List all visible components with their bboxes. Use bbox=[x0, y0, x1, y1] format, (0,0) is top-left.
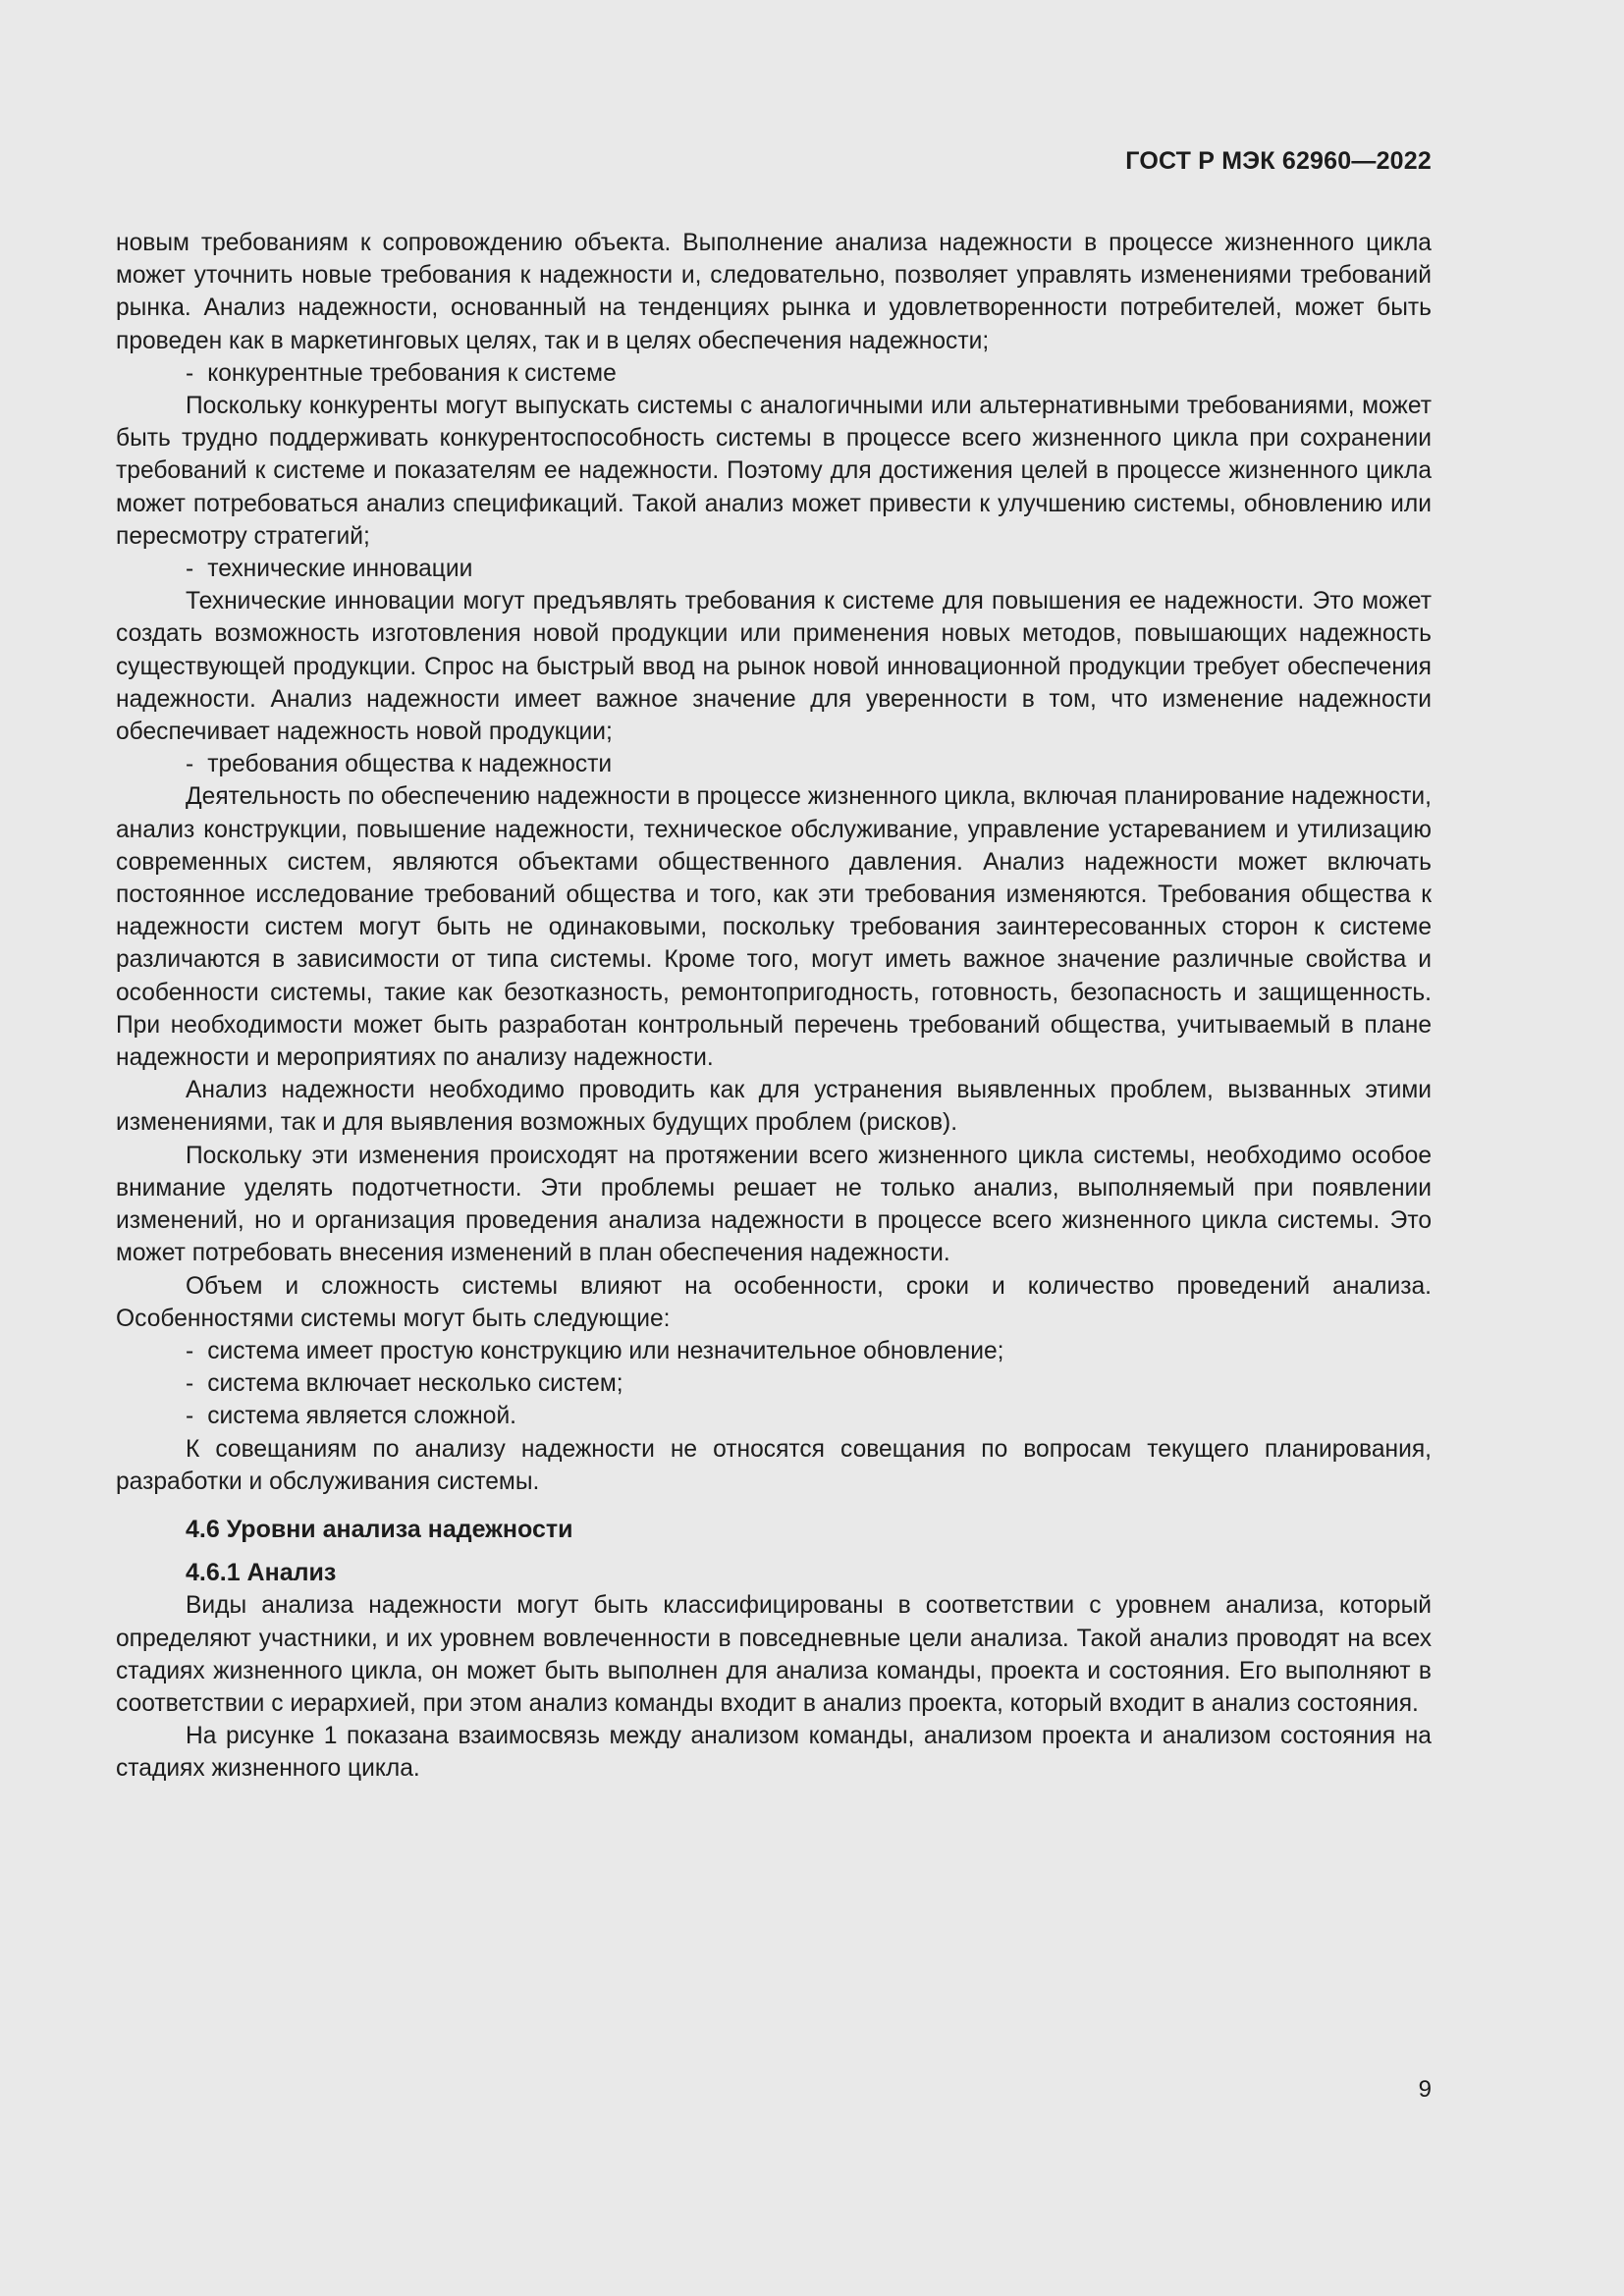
paragraph: Виды анализа надежности могут быть классифицированы в соответствии с уровнем анализа, который определяют участники, и их уровнем вовлеченности в повседневные цели анализа. Такой анализ проводят на всех стадиях жизненного цикла, он может быть выполнен для анализа команды, проекта и состояния. Его выполняют в соответствии с иерархией, при этом анализ команды входит в анализ проекта, который входит в анализ состояния. bbox=[116, 1592, 1432, 1717]
paragraph: Поскольку эти изменения происходят на протяжении всего жизненного цикла системы, необходимо особое внимание уделять подотчетности. Эти проблемы решает не только анализ, выполняемый при появлении изменений, но и организация проведения анализа надежности в процессе всего жизненного цикла системы. Это может потребовать внесения изменений в план обеспечения надежности. bbox=[116, 1142, 1432, 1267]
page-number: 9 bbox=[1418, 2076, 1432, 2103]
paragraph: новым требованиям к сопровождению объекта. Выполнение анализа надежности в процессе жизненного цикла может уточнить новые требования к надежности и, следовательно, позволяет управлять изменениями требований рынка. Анализ надежности, основанный на тенденциях рынка и удовлетворенности потребителей, может быть проведен как в маркетинговых целях, так и в целях обеспечения надежности; bbox=[116, 230, 1432, 354]
bullet-dash: - bbox=[186, 1337, 194, 1364]
list-item-text: технические инновации bbox=[207, 556, 473, 583]
list-item bbox=[116, 357, 1432, 390]
paragraph: Поскольку конкуренты могут выпускать системы с аналогичными или альтернативными требованиями, может быть трудно поддерживать конкурентоспособность системы в процессе всего жизненного цикла при сохранении требований к системе и показателям ее надежности. Поэтому для достижения целей в процессе жизненного цикла может потребоваться анализ спецификаций. Такой анализ может привести к улучшению системы, обновлению или пересмотру стратегий; bbox=[116, 393, 1432, 550]
paragraph: Деятельность по обеспечению надежности в процессе жизненного цикла, включая планирование надежности, анализ конструкции, повышение надежности, техническое обслуживание, управление устареванием и утилизацию современных систем, являются объектами общественного давления. Анализ надежности может включать постоянное исследование требований общества и того, как эти требования изменяются. Требования общества к надежности систем могут быть не одинаковыми, поскольку требования заинтересованных сторон к системе различаются в зависимости от типа системы. Кроме того, могут иметь важное значение различные свойства и особенности системы, такие как безотказность, ремонтопригодность, готовность, безопасность и защищенность. При необходимости может быть разработан контрольный перечень требований общества, учитываемый в плане надежности и мероприятиях по анализу надежности. bbox=[116, 783, 1432, 1072]
subsection-heading: 4.6.1 Анализ bbox=[186, 1559, 337, 1587]
paragraph: Анализ надежности необходимо проводить как для устранения выявленных проблем, вызванных этими изменениями, так и для выявления возможных будущих проблем (рисков). bbox=[116, 1077, 1432, 1137]
section-heading: 4.6 Уровни анализа надежности bbox=[186, 1515, 573, 1543]
list-item bbox=[116, 1400, 1432, 1432]
list-item-text: система является сложной. bbox=[207, 1403, 517, 1430]
paragraph: На рисунке 1 показана взаимосвязь между анализом команды, анализом проекта и анализом состояния на стадиях жизненного цикла. bbox=[116, 1723, 1432, 1783]
bullet-dash: - bbox=[186, 1403, 194, 1430]
bullet-dash: - bbox=[186, 359, 194, 387]
list-item bbox=[116, 1335, 1432, 1367]
list-item bbox=[116, 748, 1432, 780]
paragraph: Технические инновации могут предъявлять требования к системе для повышения ее надежности. Это может создать возможность изготовления новой продукции или применения новых методов, повышающих надежность существующей продукции. Спрос на быстрый ввод на рынок новой инновационной продукции требует обеспечения надежности. Анализ надежности имеет важное значение для уверенности в том, что изменение надежности обеспечивает надежность новой продукции; bbox=[116, 588, 1432, 746]
document-id-header: ГОСТ Р МЭК 62960—2022 bbox=[1125, 147, 1432, 175]
paragraph: К совещаниям по анализу надежности не относятся совещания по вопросам текущего планирования, разработки и обслуживания системы. bbox=[116, 1435, 1432, 1495]
list-item-text: система включает несколько систем; bbox=[207, 1370, 623, 1398]
document-page bbox=[116, 0, 1432, 2296]
list-item bbox=[116, 553, 1432, 585]
paragraph: Объем и сложность системы влияют на особенности, сроки и количество проведений анализа. Особенностями системы могут быть следующие: bbox=[116, 1272, 1432, 1332]
list-item-text: система имеет простую конструкцию или незначительное обновление; bbox=[207, 1337, 1004, 1364]
bullet-dash: - bbox=[186, 751, 194, 778]
list-item-text: конкурентные требования к системе bbox=[207, 359, 617, 387]
list-item-text: требования общества к надежности bbox=[207, 751, 613, 778]
list-item bbox=[116, 1367, 1432, 1400]
bullet-dash: - bbox=[186, 1370, 194, 1398]
bullet-dash: - bbox=[186, 556, 194, 583]
document-body bbox=[116, 227, 1432, 1786]
